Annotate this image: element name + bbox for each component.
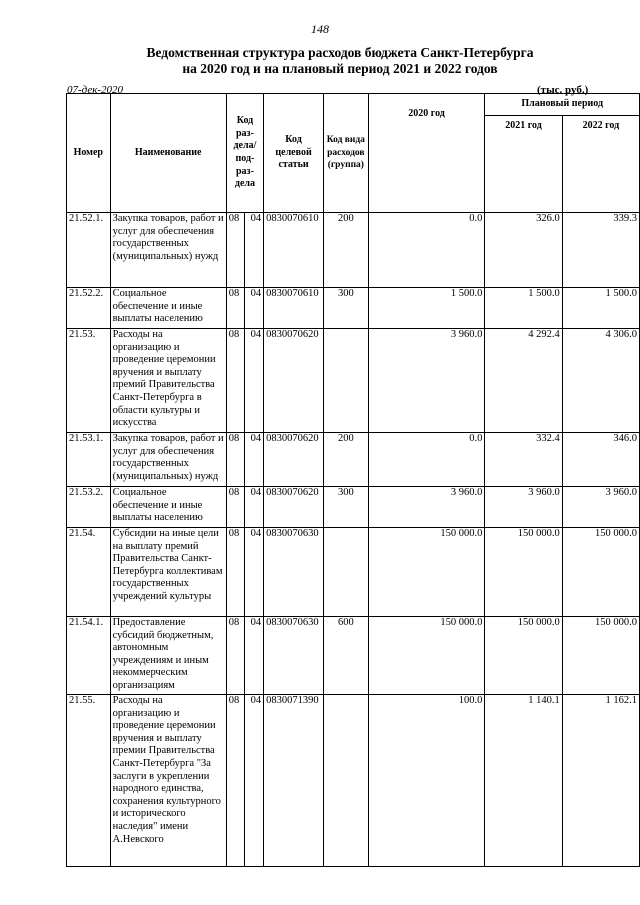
row-expense-type [323, 329, 368, 433]
row-expense-type: 200 [323, 433, 368, 487]
header-2022: 2022 год [562, 116, 639, 213]
row-amount-2021: 1 500.0 [485, 288, 562, 329]
row-name: Расходы на организацию и проведение церемонии вручения и выплату премии Правительства Санкт-Петербурга "За заслуги в укреплении народного единства, сохранения культурного и исторического наследия" имени А.Невского [110, 695, 226, 867]
row-name: Субсидии на иные цели на выплату премий Правительства Санкт-Петербурга коллективам государственных учреждений культуры [110, 528, 226, 617]
row-razdel: 08 [226, 617, 245, 695]
row-target-article: 0830070630 [264, 617, 324, 695]
header-name: Наименование [110, 94, 226, 213]
row-expense-type [323, 528, 368, 617]
table-row [67, 213, 640, 288]
row-name: Социальное обеспечение и иные выплаты населению [110, 288, 226, 329]
header-target-article: Код целевой статьи [264, 94, 324, 213]
row-amount-2021: 150 000.0 [485, 617, 562, 695]
row-number: 21.54.1. [67, 617, 111, 695]
row-name: Расходы на организацию и проведение церемонии вручения и выплату премий Правительства Санкт-Петербурга в области культуры и искусства [110, 329, 226, 433]
row-expense-type [323, 695, 368, 867]
row-razdel: 08 [226, 433, 245, 487]
title-line-2: на 2020 год и на плановый период 2021 и 2022 годов [182, 61, 498, 76]
row-number: 21.55. [67, 695, 111, 867]
row-amount-2022: 150 000.0 [562, 528, 639, 617]
row-amount-2020: 150 000.0 [368, 617, 485, 695]
table-row [67, 487, 640, 528]
row-amount-2022: 4 306.0 [562, 329, 639, 433]
row-razdel: 08 [226, 487, 245, 528]
row-razdel: 08 [226, 329, 245, 433]
row-amount-2020: 100.0 [368, 695, 485, 867]
row-amount-2021: 332.4 [485, 433, 562, 487]
row-amount-2020: 1 500.0 [368, 288, 485, 329]
row-amount-2022: 346.0 [562, 433, 639, 487]
row-target-article: 0830070630 [264, 528, 324, 617]
table-row [67, 695, 640, 867]
units-label: (тыс. руб.) [537, 84, 589, 96]
row-amount-2021: 1 140.1 [485, 695, 562, 867]
row-amount-2020: 3 960.0 [368, 487, 485, 528]
table-row [67, 433, 640, 487]
title-line-1: Ведомственная структура расходов бюджета Санкт-Петербурга [146, 45, 534, 60]
row-number: 21.52.1. [67, 213, 111, 288]
row-amount-2020: 0.0 [368, 213, 485, 288]
row-name: Социальное обеспечение и иные выплаты населению [110, 487, 226, 528]
budget-table [66, 93, 640, 867]
row-podrazdel: 04 [245, 288, 264, 329]
row-target-article: 0830070620 [264, 329, 324, 433]
row-razdel: 08 [226, 528, 245, 617]
header-expense-type: Код вида расходов (группа) [323, 94, 368, 213]
row-number: 21.53. [67, 329, 111, 433]
document-title [60, 45, 620, 77]
row-target-article: 0830070610 [264, 288, 324, 329]
row-amount-2021: 150 000.0 [485, 528, 562, 617]
table-row [67, 329, 640, 433]
row-number: 21.52.2. [67, 288, 111, 329]
header-2020: 2020 год [368, 94, 485, 213]
row-number: 21.53.1. [67, 433, 111, 487]
table-row [67, 617, 640, 695]
row-podrazdel: 04 [245, 487, 264, 528]
header-number: Номер [67, 94, 111, 213]
row-name: Предоставление субсидий бюджетным, автономным учреждениям и иным некоммерческим организациям [110, 617, 226, 695]
row-name: Закупка товаров, работ и услуг для обеспечения государственных (муниципальных) нужд [110, 213, 226, 288]
row-razdel: 08 [226, 695, 245, 867]
row-razdel: 08 [226, 288, 245, 329]
row-amount-2022: 1 500.0 [562, 288, 639, 329]
row-podrazdel: 04 [245, 329, 264, 433]
row-podrazdel: 04 [245, 433, 264, 487]
row-podrazdel: 04 [245, 617, 264, 695]
row-target-article: 0830070620 [264, 487, 324, 528]
row-target-article: 0830070620 [264, 433, 324, 487]
row-amount-2021: 3 960.0 [485, 487, 562, 528]
row-razdel: 08 [226, 213, 245, 288]
table-row [67, 528, 640, 617]
row-podrazdel: 04 [245, 695, 264, 867]
row-target-article: 0830070610 [264, 213, 324, 288]
row-amount-2022: 339.3 [562, 213, 639, 288]
header-2021: 2021 год [485, 116, 562, 213]
header-plan-period: Плановый период [485, 94, 640, 116]
row-expense-type: 300 [323, 288, 368, 329]
page-number: 148 [311, 22, 329, 36]
row-name: Закупка товаров, работ и услуг для обеспечения государственных (муниципальных) нужд [110, 433, 226, 487]
row-target-article: 0830071390 [264, 695, 324, 867]
row-expense-type: 600 [323, 617, 368, 695]
table-row [67, 288, 640, 329]
row-amount-2020: 150 000.0 [368, 528, 485, 617]
row-podrazdel: 04 [245, 213, 264, 288]
row-expense-type: 300 [323, 487, 368, 528]
document-date: 07-дек-2020 [67, 84, 124, 96]
row-amount-2022: 3 960.0 [562, 487, 639, 528]
row-amount-2020: 0.0 [368, 433, 485, 487]
row-expense-type: 200 [323, 213, 368, 288]
header-razdel: Код раз-дела/под-раз-дела [226, 94, 263, 213]
row-amount-2021: 4 292.4 [485, 329, 562, 433]
row-podrazdel: 04 [245, 528, 264, 617]
row-number: 21.54. [67, 528, 111, 617]
row-amount-2022: 1 162.1 [562, 695, 639, 867]
row-amount-2021: 326.0 [485, 213, 562, 288]
row-amount-2020: 3 960.0 [368, 329, 485, 433]
row-number: 21.53.2. [67, 487, 111, 528]
row-amount-2022: 150 000.0 [562, 617, 639, 695]
